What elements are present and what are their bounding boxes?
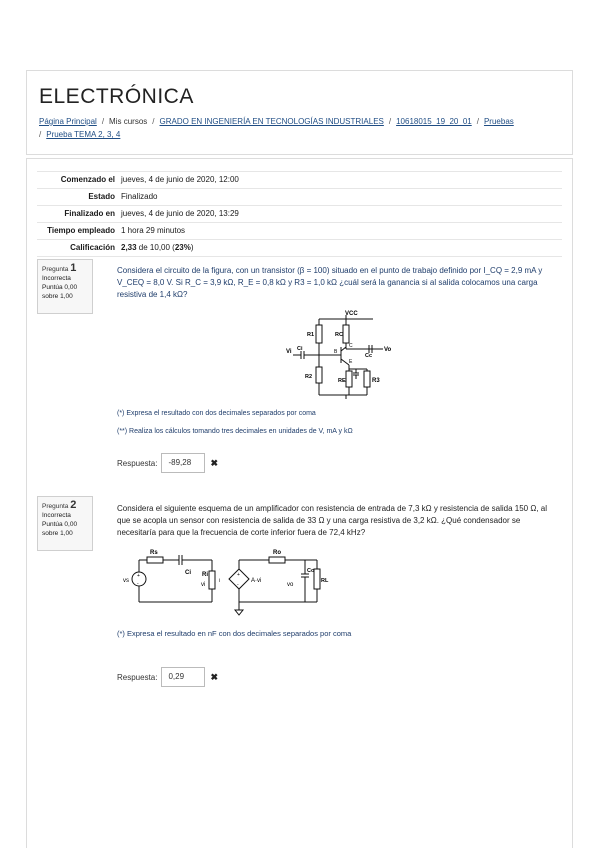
course-title: ELECTRÓNICA [39,85,194,108]
question-2-info: Pregunta 2 Incorrecta Puntúa 0,00 sobre 1,00 [37,496,93,551]
r1-label: R1 [307,332,315,338]
question-1-text: Considera el circuito de la figura, con un transistor (β = 100) situado en el punto de trabajo definido por I_CQ = 2,9 mA y V_CEQ = 8,0 V. Si R_C = 3,9 kΩ, R_E = 0,8 kΩ y R3 = 1,0 kΩ ¿cuál será la ganancia si al salida colocamos una carga resistiva de 1,4 kΩ? [117,266,543,299]
b-label: B [334,349,338,355]
question-2-answer-label: Respuesta: [117,672,158,682]
svg-text:+: + [237,572,240,578]
rs-label: Rs [150,550,158,556]
started-label: Comenzado el [60,175,115,184]
grade-label: Calificación [70,243,115,252]
started-value: jueves, 4 de junio de 2020, 12:00 [121,175,239,184]
finished-value: jueves, 4 de junio de 2020, 13:29 [121,209,239,218]
question-2-circuit [119,544,329,619]
svg-text:+: + [137,573,140,579]
vi-label: Vi [286,349,292,355]
svg-text:-: - [137,581,139,587]
co-label: Co [307,568,315,574]
cc-label: Cc [365,353,373,359]
vs-label: vs [123,578,129,584]
rc-label: RC [335,332,343,338]
question-2-answer [117,667,218,687]
breadcrumb: Página Principal / Mis cursos / GRADO EN INGENIERÍA EN TECNOLOGÍAS INDUSTRIALES / 10618015_19_20_01 / Pruebas / Prueba TEMA 2, 3, 4 [39,117,514,139]
question-2-text: Considera el siguiente esquema de un amplificador con resistencia de entrada de 7,3 kΩ y resistencia de salida 150 Ω, al que se acopla un sensor con resistencia de salida de 33 Ω y una carga resistiva de 3,2 kΩ. ¿Qué condensador se necesitaría para que la frecuencia de corte inferior fuera de 72,4 kHz? [117,504,547,537]
question-1-note-2: (**) Realiza los cálculos tomando tres decimales en unidades de V, mA y kΩ [117,428,353,435]
grade-value: 2,33 de 10,00 (23%) [121,243,194,252]
state-label: Estado [88,192,115,201]
question-2-status: Incorrecta [42,512,71,519]
attempt-summary [37,171,562,257]
vi-label-2: vi [201,582,206,588]
re-label: RE [338,378,346,384]
r2-label: R2 [305,374,313,380]
breadcrumb-home[interactable]: Página Principal [39,117,97,126]
question-1-answer-input[interactable]: -89,28 [161,453,205,473]
time-value: 1 hora 29 minutos [121,226,186,235]
ri-label: Ri [202,572,208,578]
question-1-points: Puntúa 0,00 sobre 1,00 [42,284,78,300]
ci-label-2: Ci [185,570,191,576]
incorrect-icon: ✖ [210,671,219,682]
question-1-answer-label: Respuesta: [117,458,158,468]
question-1-status: Incorrecta [42,275,71,282]
vo-label: Vo [384,347,392,353]
breadcrumb-my-courses: Mis cursos [109,117,148,126]
page-header [26,70,573,155]
svg-text:i: i [219,578,221,584]
breadcrumb-tests[interactable]: Pruebas [483,117,514,126]
question-1-answer [117,453,218,473]
quiz-review-panel [26,158,573,848]
breadcrumb-degree[interactable]: GRADO EN INGENIERÍA EN TECNOLOGÍAS INDUSTRIALES [159,117,384,126]
ci-label: Ci [297,346,303,352]
incorrect-icon: ✖ [210,457,219,468]
question-1-info: Pregunta 1 Incorrecta Puntúa 0,00 sobre 1,00 [37,259,93,314]
vcc-label: VCC [345,311,358,317]
e-label: E [349,359,353,365]
av-label: A·vi [251,578,262,584]
ro-label: Ro [273,550,281,556]
question-1-circuit [283,307,398,407]
rl-label: RL [321,578,329,584]
question-2-answer-input[interactable]: 0,29 [161,667,205,687]
svg-text:-: - [237,582,239,588]
finished-label: Finalizado en [64,209,115,218]
breadcrumb-test[interactable]: Prueba TEMA 2, 3, 4 [46,130,121,139]
state-value: Finalizado [121,192,158,201]
breadcrumb-course-code[interactable]: 10618015_19_20_01 [396,117,472,126]
c-label: C [349,343,353,349]
question-2-points: Puntúa 0,00 sobre 1,00 [42,521,78,537]
r3-label: R3 [372,378,380,384]
question-1-note-1: (*) Expresa el resultado con dos decimales separados por coma [117,410,316,417]
vo-label-2: vo [287,582,294,588]
question-2-note-1: (*) Expresa el resultado en nF con dos decimales separados por coma [117,629,352,638]
time-label: Tiempo empleado [47,226,115,235]
